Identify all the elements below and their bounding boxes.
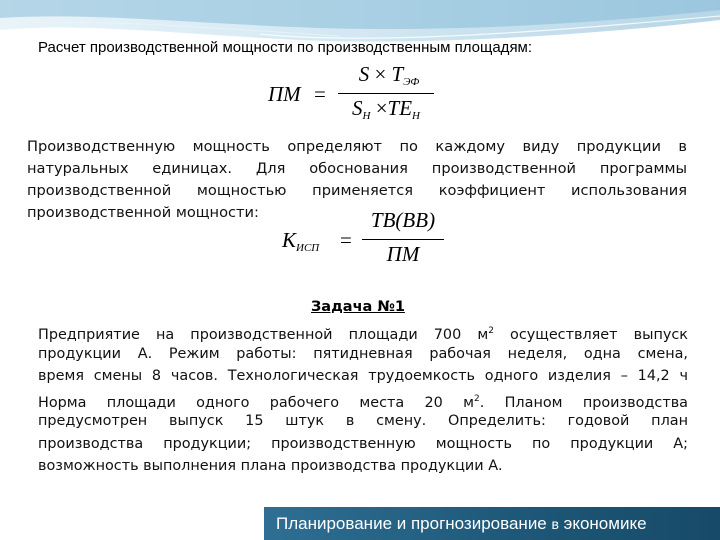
formula1-denominator: $S_Н \times TE_Н$ bbox=[351, 96, 420, 122]
formula1-fraction-bar bbox=[338, 93, 434, 94]
task-line: производства продукции; производственную мощность по продукции А; bbox=[38, 435, 688, 452]
paragraph-line: натуральных единицах. Для обоснования производственной программы bbox=[27, 160, 687, 177]
task-statement bbox=[38, 320, 688, 478]
formula1-equals: = bbox=[314, 82, 326, 106]
footer-title: Планирование и прогнозирование в экономике bbox=[276, 514, 647, 533]
formula2-fraction-bar bbox=[362, 239, 444, 240]
formula2-lhs: $K_{ИСП}$ bbox=[282, 228, 320, 254]
task-title: Задача №1 bbox=[311, 299, 405, 315]
paragraph-line: производственной мощности: bbox=[27, 204, 259, 221]
task-line: предусмотрен выпуск 15 штук в смену. Определить: годовой план bbox=[38, 413, 688, 429]
task-line: время смены 8 часов. Технологическая трудоемкость одного изделия – 14,2 ч bbox=[38, 368, 688, 384]
slide-heading: Расчет производственной мощности по производственным площадям: bbox=[38, 39, 533, 56]
paragraph-line: производственной мощностью применяется коэффициент использования bbox=[27, 182, 687, 199]
formula1-numerator: $S \times T_{ЭФ}$ bbox=[358, 62, 420, 88]
formula2-equals: = bbox=[340, 228, 352, 252]
task-line: Предприятие на производственной площади 700 $м^2$ осуществляет выпуск bbox=[38, 326, 688, 343]
task-line: возможность выполнения плана производства продукции А. bbox=[38, 458, 503, 474]
paragraph-line: Производственную мощность определяют по каждому виду продукции в bbox=[27, 138, 687, 155]
formula-utilization-coefficient bbox=[282, 208, 452, 274]
formula2-numerator: TB(BB) bbox=[370, 208, 436, 232]
formula2-denominator: ПМ bbox=[386, 242, 420, 266]
formula1-lhs: ПМ bbox=[268, 82, 301, 106]
footer-banner bbox=[264, 507, 720, 540]
task-line: Норма площади одного рабочего места 20 $м^2$. Планом производства bbox=[38, 393, 688, 410]
formula-production-capacity bbox=[268, 62, 438, 128]
task-line: продукции А. Режим работы: пятидневная рабочая неделя, одна смена, bbox=[38, 345, 688, 362]
